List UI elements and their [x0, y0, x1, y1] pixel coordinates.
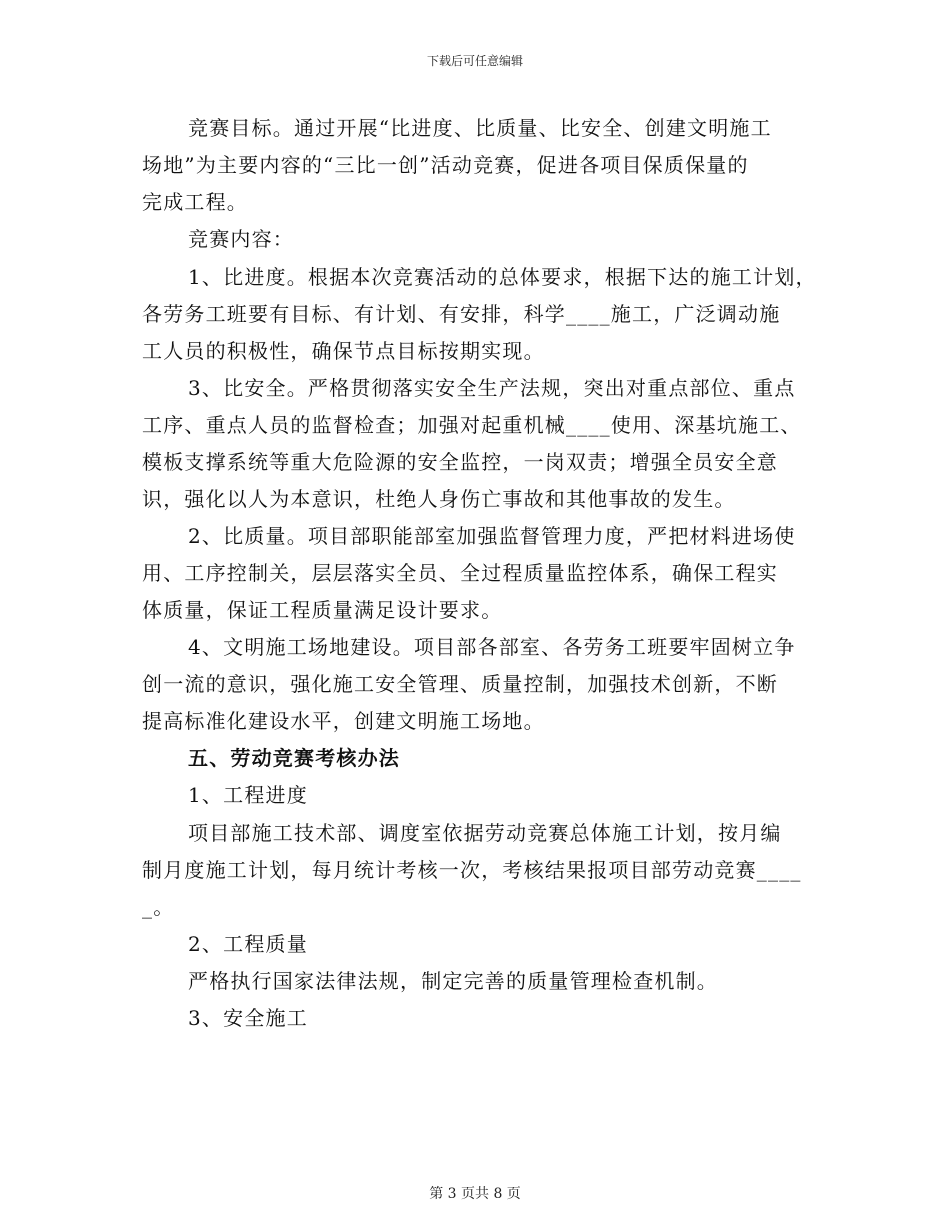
text-line: 用、工序控制关，层层落实全员、全过程质量监控体系，确保工程实	[142, 561, 778, 585]
text-line: 工人员的积极性，确保节点目标按期实现。	[142, 339, 545, 363]
subheading: 1、工程进度	[188, 783, 308, 807]
text-line: 提高标准化建设水平，创建文明施工场地。	[142, 709, 545, 733]
text-line: 竞赛内容：	[188, 227, 294, 251]
text-line: 工序、重点人员的监督检查；加强对起重机械____使用、深基坑施工、	[142, 413, 802, 437]
text-line: 场地”为主要内容的“三比一创”活动竞赛，促进各项目保质保量的	[142, 153, 749, 177]
text-line: 4、文明施工场地建设。项目部各部室、各劳务工班要牢固树立争	[188, 635, 796, 659]
text-line: 竞赛目标。通过开展“比进度、比质量、比安全、创建文明施工	[188, 116, 772, 140]
subheading: 3、安全施工	[188, 1006, 308, 1030]
text-line: 体质量，保证工程质量满足设计要求。	[142, 598, 503, 622]
page-header: 下载后可任意编辑	[426, 54, 523, 68]
subheading: 2、工程质量	[188, 932, 308, 956]
text-line: 制月度施工计划，每月统计考核一次，考核结果报项目部劳动竞赛____	[142, 858, 802, 882]
text-line: 识，强化以人为本意识，杜绝人身伤亡事故和其他事故的发生。	[142, 487, 736, 511]
page-number: 第 3 页共 8 页	[429, 1186, 521, 1202]
section-heading: 五、劳动竞赛考核办法	[188, 746, 400, 770]
text-line: _。	[142, 895, 175, 919]
text-line: 模板支撑系统等重大危险源的安全监控，一岗双责；增强全员安全意	[142, 450, 778, 474]
text-line: 各劳务工班要有目标、有计划、有安排，科学____施工，广泛调动施	[142, 302, 781, 326]
text-line: 创一流的意识，强化施工安全管理、质量控制，加强技术创新，不断	[142, 672, 778, 696]
text-line: 项目部施工技术部、调度室依据劳动竞赛总体施工计划，按月编	[188, 821, 782, 845]
text-line: 2、比质量。项目部职能部室加强监督管理力度，严把材料进场使	[188, 524, 796, 548]
text-line: 1、比进度。根据本次竞赛活动的总体要求，根据下达的施工计划，	[188, 265, 817, 289]
text-line: 3、比安全。严格贯彻落实安全生产法规，突出对重点部位、重点	[188, 376, 796, 400]
text-line: 完成工程。	[142, 190, 248, 214]
text-line: 严格执行国家法律法规，制定完善的质量管理检查机制。	[188, 969, 718, 993]
